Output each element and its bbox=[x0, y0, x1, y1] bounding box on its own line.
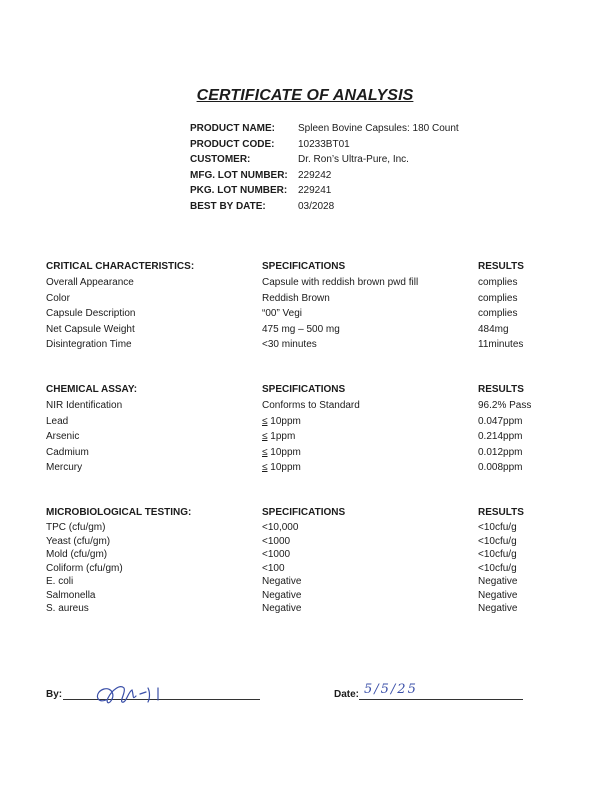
info-value: Spleen Bovine Capsules: 180 Count bbox=[298, 123, 459, 135]
info-row-customer bbox=[190, 152, 459, 168]
section-header bbox=[46, 384, 586, 400]
chemical-assay-section bbox=[46, 384, 586, 478]
date-line bbox=[359, 699, 523, 700]
table-row bbox=[46, 447, 586, 463]
test-spec bbox=[262, 416, 301, 427]
test-spec bbox=[262, 447, 301, 458]
signature-image bbox=[88, 678, 198, 710]
info-label: PRODUCT CODE: bbox=[190, 138, 275, 150]
spec-value: 10ppm bbox=[267, 446, 301, 458]
section-heading: CHEMICAL ASSAY: bbox=[46, 384, 138, 395]
test-result: Negative bbox=[478, 589, 518, 601]
results-heading: RESULTS bbox=[478, 384, 524, 395]
table-row bbox=[46, 549, 586, 563]
test-result: <10cfu/g bbox=[478, 535, 517, 547]
table-row bbox=[46, 603, 586, 617]
test-spec bbox=[262, 431, 295, 442]
info-row-product-code bbox=[190, 137, 459, 153]
table-row bbox=[46, 339, 586, 355]
test-spec: <1000 bbox=[262, 549, 291, 560]
test-spec: Negative bbox=[262, 603, 302, 614]
test-name: Coliform (cfu/gm) bbox=[46, 562, 123, 574]
info-label: PKG. LOT NUMBER: bbox=[190, 185, 288, 197]
section-header bbox=[46, 261, 586, 277]
test-spec: “00” Vegi bbox=[262, 308, 303, 319]
test-spec: <30 minutes bbox=[262, 339, 317, 350]
test-result: 11minutes bbox=[478, 339, 524, 350]
results-heading: RESULTS bbox=[478, 507, 524, 518]
table-row bbox=[46, 277, 586, 293]
test-name: TPC (cfu/gm) bbox=[46, 522, 106, 533]
test-name: Net Capsule Weight bbox=[46, 323, 135, 335]
test-result: Negative bbox=[478, 603, 518, 614]
table-row bbox=[46, 536, 586, 550]
test-name: Overall Appearance bbox=[46, 277, 134, 288]
table-row bbox=[46, 563, 586, 577]
info-label: CUSTOMER: bbox=[190, 154, 251, 166]
test-spec: Reddish Brown bbox=[262, 292, 330, 304]
test-name: Capsule Description bbox=[46, 308, 136, 319]
test-spec bbox=[262, 462, 301, 473]
test-result: 0.012ppm bbox=[478, 446, 523, 458]
test-name: Cadmium bbox=[46, 446, 89, 458]
info-label: MFG. LOT NUMBER: bbox=[190, 169, 288, 181]
test-result: 0.008ppm bbox=[478, 462, 523, 473]
spec-value: 1ppm bbox=[267, 431, 296, 442]
test-name: E. coli bbox=[46, 576, 74, 587]
test-result: 96.2% Pass bbox=[478, 400, 532, 411]
section-heading: MICROBIOLOGICAL TESTING: bbox=[46, 507, 192, 518]
test-spec bbox=[262, 400, 360, 411]
test-spec: Capsule with reddish brown pwd fill bbox=[262, 277, 419, 288]
info-value: 229242 bbox=[298, 169, 332, 181]
test-name: Mold (cfu/gm) bbox=[46, 549, 108, 560]
test-result: <10cfu/g bbox=[478, 522, 517, 533]
test-name: Color bbox=[46, 292, 70, 304]
spec-operator: ≤ bbox=[262, 446, 268, 458]
specifications-heading: SPECIFICATIONS bbox=[262, 507, 346, 518]
test-result: 0.047ppm bbox=[478, 415, 523, 427]
info-value: 03/2028 bbox=[298, 200, 335, 212]
info-label: BEST BY DATE: bbox=[190, 200, 266, 212]
spec-operator: ≤ bbox=[262, 462, 268, 473]
test-spec: Negative bbox=[262, 589, 302, 601]
product-info bbox=[190, 121, 459, 214]
test-spec: 475 mg – 500 mg bbox=[262, 323, 340, 335]
test-result: complies bbox=[478, 292, 518, 304]
page-title: CERTIFICATE OF ANALYSIS bbox=[196, 87, 414, 104]
table-row bbox=[46, 324, 586, 340]
test-spec: Negative bbox=[262, 576, 302, 587]
spec-value: Conforms to Standard bbox=[262, 400, 360, 411]
microbiological-testing-section bbox=[46, 507, 586, 617]
test-name: Salmonella bbox=[46, 589, 96, 601]
test-result: Negative bbox=[478, 576, 518, 587]
test-result: <10cfu/g bbox=[478, 562, 517, 574]
table-row bbox=[46, 293, 586, 309]
critical-characteristics-section bbox=[46, 261, 586, 355]
test-name: Yeast (cfu/gm) bbox=[46, 535, 111, 547]
table-row bbox=[46, 400, 586, 416]
table-row bbox=[46, 462, 586, 478]
table-row bbox=[46, 590, 586, 604]
table-row bbox=[46, 308, 586, 324]
test-result: complies bbox=[478, 308, 518, 319]
info-row-product-name bbox=[190, 121, 459, 137]
test-name: NIR Identification bbox=[46, 400, 123, 411]
table-row bbox=[46, 431, 586, 447]
test-spec: <100 bbox=[262, 562, 285, 574]
test-result: 0.214ppm bbox=[478, 431, 523, 442]
test-name: Disintegration Time bbox=[46, 339, 132, 350]
info-row-pkg-lot bbox=[190, 183, 459, 199]
results-heading: RESULTS bbox=[478, 261, 524, 272]
test-result: complies bbox=[478, 277, 518, 288]
info-value: 229241 bbox=[298, 185, 332, 197]
spec-value: 10ppm bbox=[267, 415, 301, 427]
test-name: Lead bbox=[46, 415, 69, 427]
test-spec: <1000 bbox=[262, 535, 291, 547]
test-result: 484mg bbox=[478, 323, 509, 335]
section-header bbox=[46, 507, 586, 522]
info-row-mfg-lot bbox=[190, 168, 459, 184]
table-row bbox=[46, 522, 586, 536]
test-name: Mercury bbox=[46, 462, 83, 473]
section-heading: CRITICAL CHARACTERISTICS: bbox=[46, 261, 195, 272]
test-result: <10cfu/g bbox=[478, 549, 517, 560]
date-label: Date: bbox=[334, 689, 360, 700]
spec-operator: ≤ bbox=[262, 415, 268, 427]
specifications-heading: SPECIFICATIONS bbox=[262, 384, 346, 395]
info-value: Dr. Ron’s Ultra-Pure, Inc. bbox=[298, 154, 409, 166]
info-value: 10233BT01 bbox=[298, 138, 350, 150]
handwritten-date: 5/5/25 bbox=[364, 682, 418, 697]
table-row bbox=[46, 416, 586, 432]
test-name: Arsenic bbox=[46, 431, 80, 442]
by-label: By: bbox=[46, 689, 63, 700]
signature-stroke bbox=[97, 687, 158, 703]
info-row-best-by bbox=[190, 199, 459, 215]
test-name: S. aureus bbox=[46, 603, 89, 614]
specifications-heading: SPECIFICATIONS bbox=[262, 261, 346, 272]
table-row bbox=[46, 576, 586, 590]
spec-value: 10ppm bbox=[267, 462, 301, 473]
spec-operator: ≤ bbox=[262, 431, 268, 442]
test-spec: <10,000 bbox=[262, 522, 299, 533]
info-label: PRODUCT NAME: bbox=[190, 123, 275, 135]
